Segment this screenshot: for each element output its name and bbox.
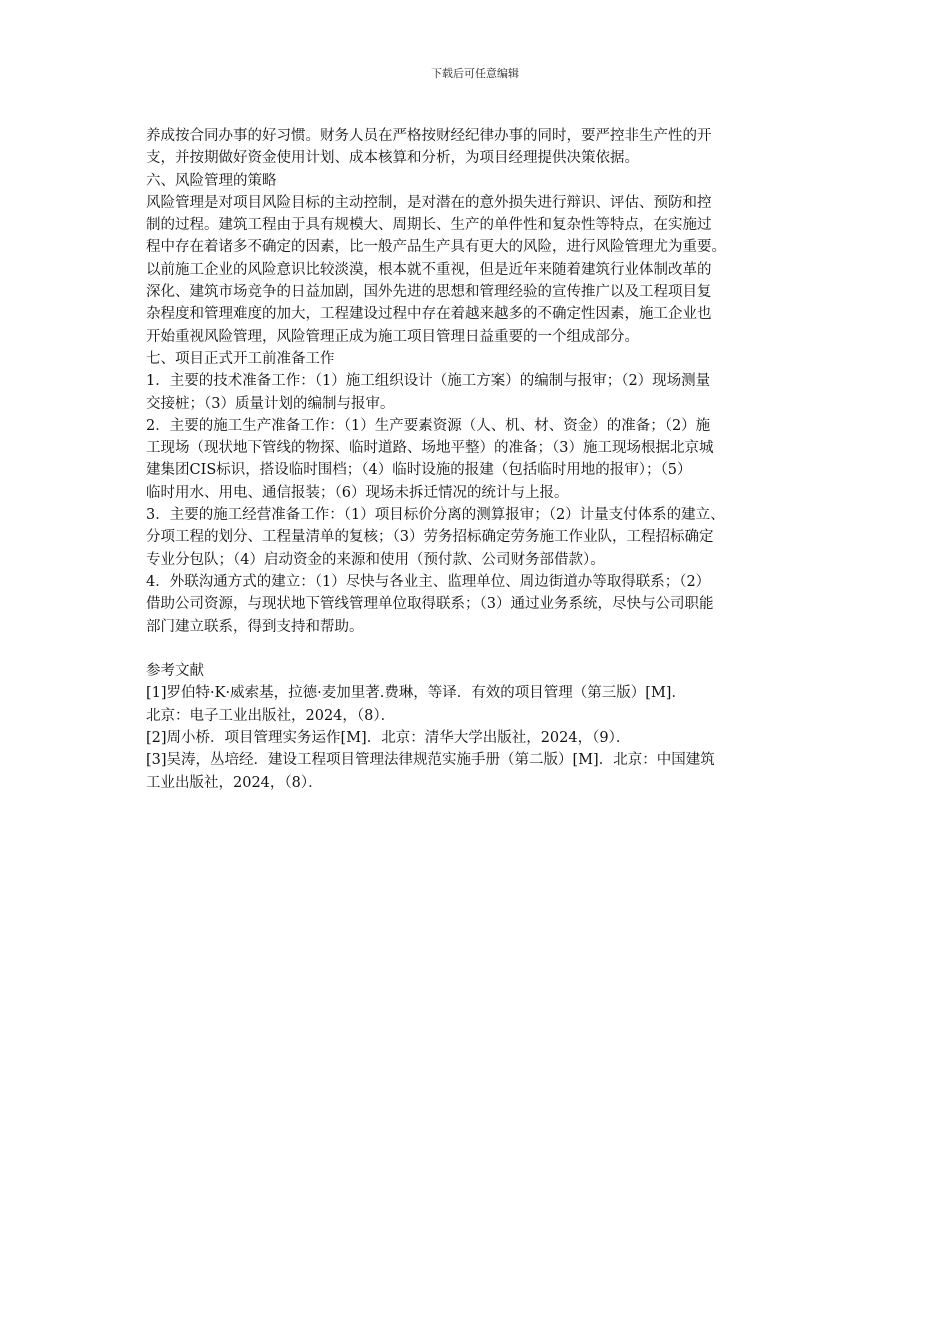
body-line: 深化、建筑市场竞争的日益加剧，国外先进的思想和管理经验的宣传推广以及工程项目复 — [146, 284, 712, 301]
list-item-technical-preparation: 1．主要的技术准备工作：（1）施工组织设计（施工方案）的编制与报审；（2）现场测量 — [146, 373, 711, 390]
body-line: 借助公司资源，与现状地下管线管理单位取得联系；（3）通过业务系统，尽快与公司职能 — [146, 596, 714, 613]
body-line: 养成按合同办事的好习惯。财务人员在严格按财经纪律办事的同时，要严控非生产性的开 — [146, 128, 712, 144]
references-heading: 参考文献 — [146, 663, 204, 680]
body-line: 支，并按期做好资金使用计划、成本核算和分析，为项目经理提供决策依据。 — [146, 150, 639, 167]
body-line: 杂程度和管理难度的加大，工程建设过程中存在着越来越多的不确定性因素，施工企业也 — [146, 306, 712, 323]
reference-entry-continued: 工业出版社，2024，（8）． — [146, 774, 323, 791]
list-item-external-communication: 4．外联沟通方式的建立：（1）尽快与各业主、监理单位、周边街道办等取得联系；（2） — [146, 573, 711, 590]
list-item-production-preparation: 2．主要的施工生产准备工作：（1）生产要素资源（人、机、材、资金）的准备；（2）施 — [146, 417, 711, 434]
body-line: 专业分包队；（4）启动资金的来源和使用（预付款、公司财务部借款）。 — [146, 551, 605, 568]
reference-entry: [2]周小桥．项目管理实务运作[M]．北京：清华大学出版社，2024，（9）． — [146, 730, 631, 747]
body-line: 临时用水、用电、通信报装；（6）现场未拆迁情况的统计与上报。 — [146, 484, 569, 501]
body-line: 风险管理是对项目风险目标的主动控制，是对潜在的意外损失进行辩识、评估、预防和控 — [146, 194, 712, 211]
body-line: 程中存在着诸多不确定的因素，比一般产品生产具有更大的风险，进行风险管理尤为重要。 — [146, 239, 726, 256]
section-heading-preparation: 七、项目正式开工前准备工作 — [146, 350, 335, 367]
list-item-business-preparation: 3．主要的施工经营准备工作：（1）项目标价分离的测算报审；（2）计量支付体系的建立、 — [146, 507, 725, 524]
document-body — [146, 125, 822, 794]
body-line: 制的过程。建筑工程由于具有规模大、周期长、生产的单件性和复杂性等特点，在实施过 — [146, 217, 712, 234]
page-header: 下载后可任意编辑 — [431, 67, 519, 80]
body-line: 部门建立联系，得到支持和帮助。 — [146, 618, 364, 635]
reference-entry: [1]罗伯特·K·威索基，拉德·麦加里著.费琳，等译．有效的项目管理（第三版）[M]． — [146, 685, 686, 702]
body-line: 分项工程的划分、工程量清单的复核；（3）劳务招标确定劳务施工作业队，工程招标确定 — [146, 529, 714, 546]
body-line: 以前施工企业的风险意识比较淡漠，根本就不重视，但是近年来随着建筑行业体制改革的 — [146, 261, 712, 278]
body-line: 建集团CIS标识，搭设临时围档；（4）临时设施的报建（包括临时用地的报审）；（5） — [146, 462, 692, 479]
body-line: 开始重视风险管理，风险管理正成为施工项目管理日益重要的一个组成部分。 — [146, 328, 639, 345]
body-line: 工现场（现状地下管线的物探、临时道路、场地平整）的准备；（3）施工现场根据北京城 — [146, 440, 714, 457]
paragraph-gap — [146, 638, 822, 660]
reference-entry-continued: 北京：电子工业出版社，2024，（8）． — [146, 707, 396, 724]
body-line: 交接桩；（3）质量计划的编制与报审。 — [146, 395, 395, 412]
section-heading-risk-management: 六、风险管理的策略 — [146, 172, 277, 189]
reference-entry: [3]吴涛，丛培经．建设工程项目管理法律规范实施手册（第二版）[M]．北京：中国建筑 — [146, 752, 715, 769]
